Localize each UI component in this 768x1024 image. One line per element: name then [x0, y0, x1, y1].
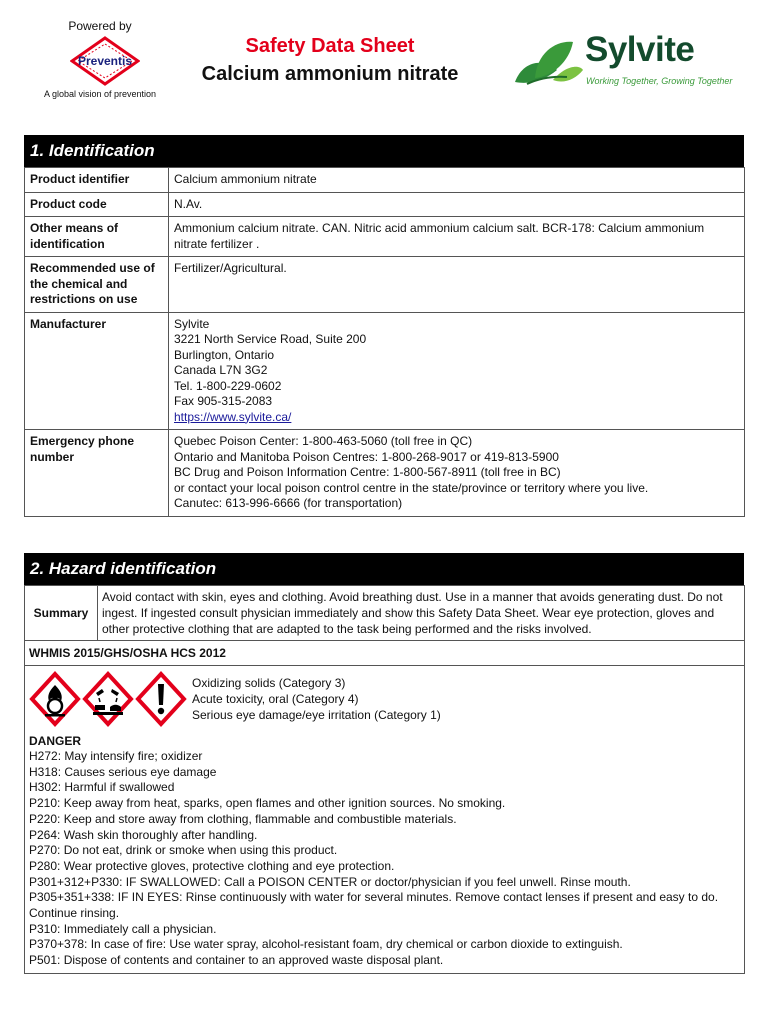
flame-over-circle-icon: [29, 671, 81, 727]
signal-word: DANGER: [29, 734, 82, 748]
preventis-logo-text: Preventis: [77, 54, 133, 68]
product-title: Calcium ammonium nitrate: [201, 63, 459, 85]
precautionary-statement: P264: Wash skin thoroughly after handling.: [29, 827, 258, 842]
precautionary-statement: P305+351+338: IF IN EYES: Rinse continuously with water for several minutes. Remove contact lenses if present and easy to do. Continue rinsing.: [29, 890, 719, 921]
row-label: Other means of identification: [25, 217, 169, 257]
row-value: Calcium ammonium nitrate: [169, 168, 745, 193]
precautionary-statement: P210: Keep away from heat, sparks, open flames and other ignition sources. No smoking.: [29, 796, 506, 811]
precautionary-statement: P280: Wear protective gloves, protective clothing and eye protection.: [29, 858, 395, 873]
document-header: [0, 0, 768, 120]
summary-label: Summary: [25, 586, 98, 640]
table-row: [25, 168, 745, 193]
row-label: Emergency phone number: [25, 430, 169, 517]
preventis-tagline: A global vision of prevention: [43, 89, 157, 99]
precautionary-statement: P301+312+P330: IF SWALLOWED: Call a POISON CENTER or doctor/physician if you feel unwell. Rinse mouth.: [29, 874, 631, 889]
exclamation-icon: [135, 671, 187, 727]
whmis-label: WHMIS 2015/GHS/OSHA HCS 2012: [25, 641, 744, 666]
hazard-class: Acute toxicity, oral (Category 4): [192, 692, 359, 706]
row-value: Fertilizer/Agricultural.: [169, 257, 745, 313]
hazard-class: Serious eye damage/eye irritation (Category 1): [192, 708, 441, 722]
precautionary-statement: P310: Immediately call a physician.: [29, 921, 217, 936]
brand-tagline: Working Together, Growing Together: [586, 76, 733, 86]
preventis-logo: [70, 36, 140, 86]
brand-name: Sylvite: [585, 30, 695, 69]
summary-row: [25, 586, 744, 641]
row-label: Recommended use of the chemical and restrictions on use: [25, 257, 169, 313]
row-value: Ammonium calcium nitrate. CAN. Nitric acid ammonium calcium salt. BCR-178: Calcium ammonium nitrate fertilizer .: [169, 217, 745, 257]
hazard-identification-box: [24, 585, 745, 974]
sds-title: Safety Data Sheet: [245, 35, 415, 57]
manufacturer-website-link[interactable]: https://www.sylvite.ca/: [174, 409, 292, 424]
row-label: Product identifier: [25, 168, 169, 193]
hazard-class: Oxidizing solids (Category 3): [192, 676, 346, 690]
summary-text: Avoid contact with skin, eyes and clothing. Avoid breathing dust. Use in a manner that avoids generating dust. Do not ingest. If ingested consult physician immediately and show this Safety Data Sheet. Wear eye protection, gloves and other protective clothing that are adapted to the task being performed and the risks involved.: [102, 590, 723, 636]
hazard-statement: H302: Harmful if swallowed: [29, 780, 175, 795]
table-row: [25, 192, 745, 217]
emergency-numbers: Quebec Poison Center: 1-800-463-5060 (toll free in QC) Ontario and Manitoba Poison Centres: 1-800-268-9017 or 419-813-5900 BC Drug and Poison Information Centre: 1-800-567-8911 (toll free in BC) or contact your local poison control centre in the state/province or territory where you live. Canutec: 613-996-6666 (for transportation): [169, 430, 745, 517]
row-value: N.Av.: [169, 192, 745, 217]
hazard-classes: [192, 675, 441, 731]
section2-heading: 2. Hazard identification: [24, 553, 744, 585]
precautionary-statement: P270: Do not eat, drink or smoke when using this product.: [29, 843, 338, 858]
corrosion-icon: [82, 671, 134, 727]
hazard-details: [25, 666, 744, 973]
row-label: Manufacturer: [25, 312, 169, 430]
manufacturer-address: Sylvite 3221 North Service Road, Suite 200 Burlington, Ontario Canada L7N 3G2 Tel. 1-800-229-0602 Fax 905-315-2083 https://www.sylvite.ca/: [169, 312, 745, 430]
powered-by-label: Powered by: [68, 19, 132, 33]
row-label: Product code: [25, 192, 169, 217]
section1-heading: 1. Identification: [24, 135, 744, 167]
table-row: [25, 257, 745, 313]
hazard-statement: H272: May intensify fire; oxidizer: [29, 749, 203, 763]
hazard-statement: H318: Causes serious eye damage: [29, 764, 217, 779]
precautionary-statement: P501: Dispose of contents and container to an approved waste disposal plant.: [29, 953, 444, 968]
precautionary-statement: P370+378: In case of fire: Use water spray, alcohol-resistant foam, dry chemical or carbon dioxide to extinguish.: [29, 937, 623, 952]
precautionary-statement: P220: Keep and store away from clothing, flammable and combustible materials.: [29, 811, 457, 826]
identification-table: [24, 167, 745, 517]
table-row: [25, 430, 745, 517]
pictogram-row: [29, 671, 740, 731]
table-row: [25, 312, 745, 430]
table-row: [25, 217, 745, 257]
